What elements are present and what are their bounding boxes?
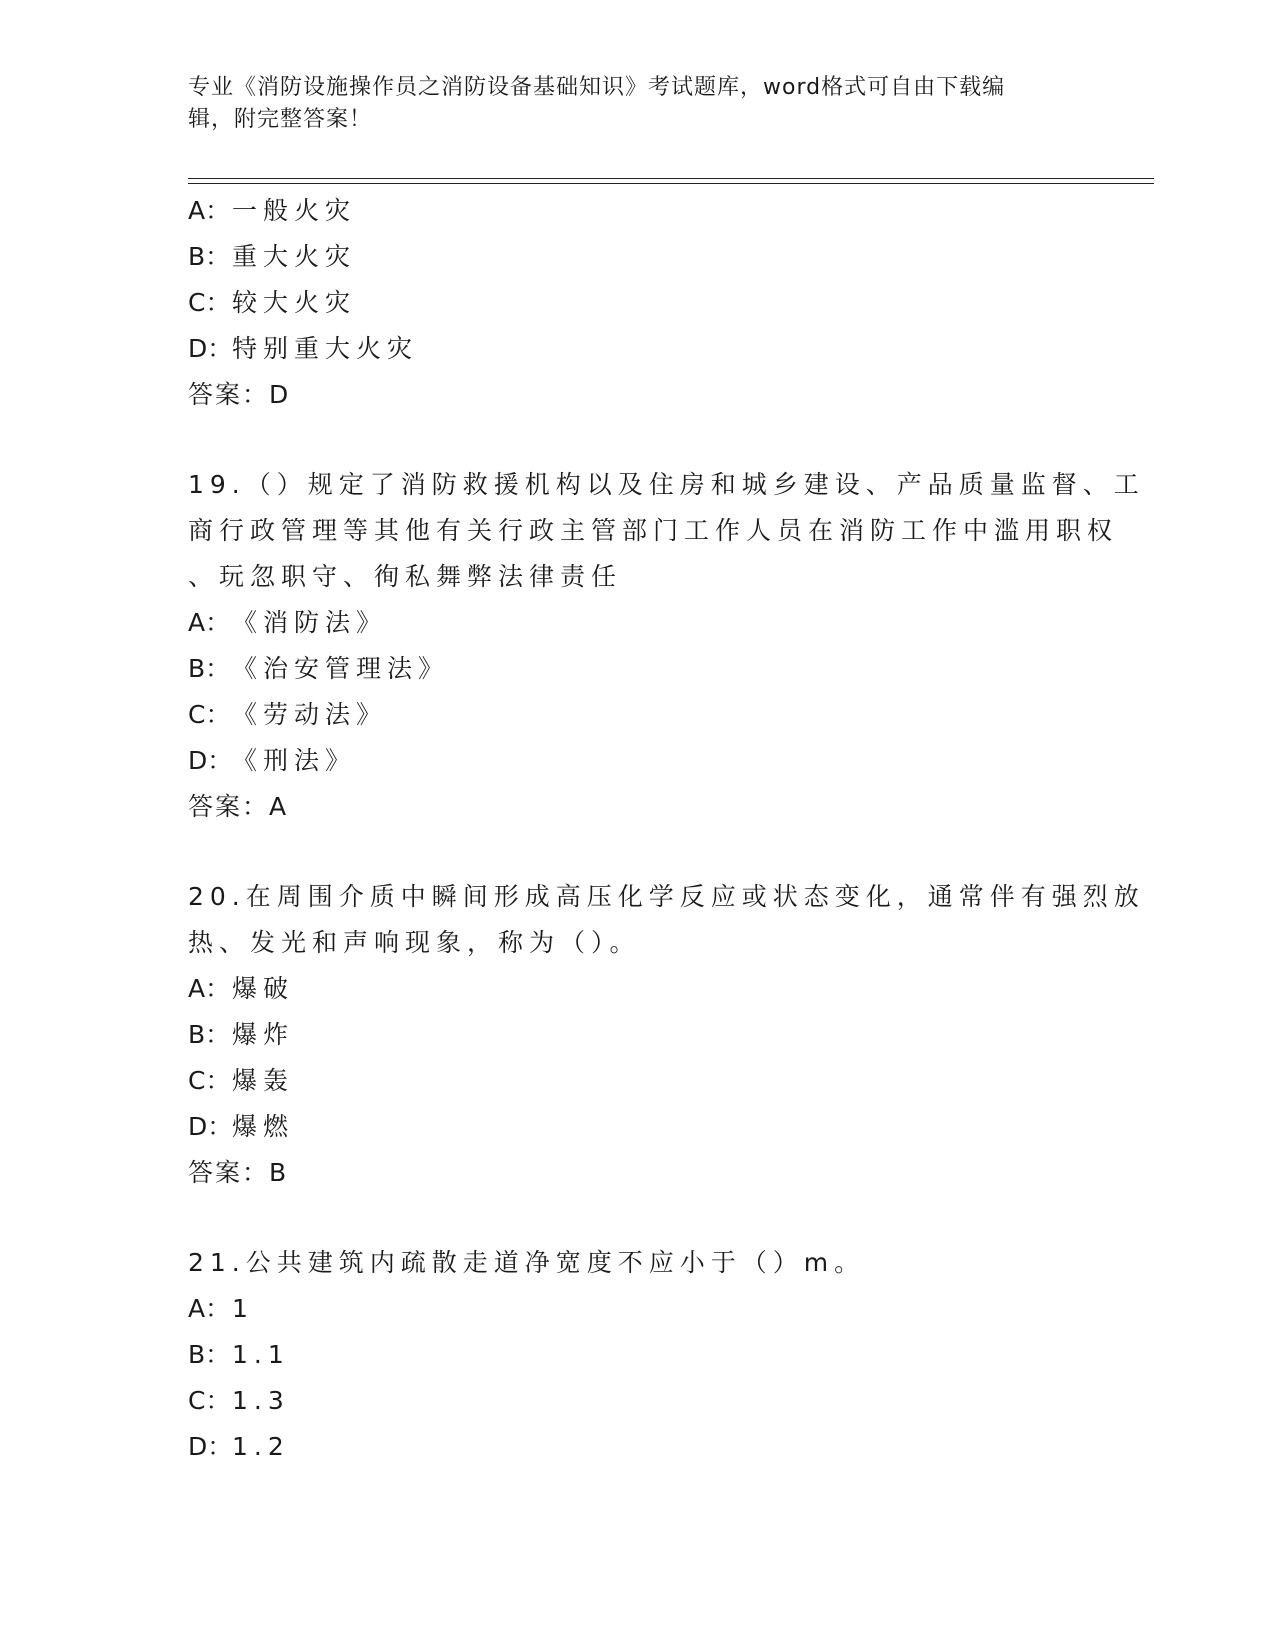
option-d bbox=[188, 1104, 1088, 1150]
spacer bbox=[188, 830, 1088, 874]
option-key: B： bbox=[188, 1020, 231, 1049]
option-key: B： bbox=[188, 242, 231, 271]
option-text: 一般火灾 bbox=[232, 196, 357, 225]
option-key: B： bbox=[188, 654, 231, 683]
option-b bbox=[188, 234, 1088, 280]
option-text: 爆炸 bbox=[232, 1020, 295, 1049]
option-b bbox=[188, 646, 1088, 692]
stem-line: 商行政管理等其他有关行政主管部门工作人员在消防工作中滥用职权 bbox=[188, 516, 1119, 545]
option-c bbox=[188, 1058, 1088, 1104]
option-d bbox=[188, 738, 1088, 784]
answer-line: 答案：D bbox=[188, 380, 291, 409]
option-text: 1 bbox=[232, 1294, 254, 1323]
option-text: 《治安管理法》 bbox=[232, 654, 450, 683]
header-divider-top bbox=[188, 178, 1154, 179]
stem-line: 21.公共建筑内疏散走道净宽度不应小于（）m。 bbox=[188, 1248, 866, 1277]
answer-line: 答案：A bbox=[188, 792, 289, 821]
option-c bbox=[188, 280, 1088, 326]
answer-line: 答案：B bbox=[188, 1158, 289, 1187]
option-key: C： bbox=[188, 288, 231, 317]
option-key: D： bbox=[188, 1432, 233, 1461]
question-stem bbox=[188, 462, 1145, 600]
option-text: 特别重大火灾 bbox=[232, 334, 419, 363]
question-19 bbox=[188, 462, 1145, 830]
option-text: 爆轰 bbox=[232, 1066, 295, 1095]
option-text: 《刑法》 bbox=[232, 746, 357, 775]
option-text: 1.1 bbox=[232, 1340, 290, 1369]
option-key: C： bbox=[188, 700, 231, 729]
spacer bbox=[188, 1196, 1088, 1240]
stem-line: 19.（）规定了消防救援机构以及住房和城乡建设、产品质量监督、工 bbox=[188, 470, 1145, 499]
spacer bbox=[188, 418, 1088, 462]
option-key: B： bbox=[188, 1340, 231, 1369]
header-divider-bottom bbox=[188, 183, 1154, 184]
option-a bbox=[188, 600, 1088, 646]
option-a bbox=[188, 1286, 1088, 1332]
option-text: 重大火灾 bbox=[232, 242, 357, 271]
option-text: 爆破 bbox=[232, 974, 295, 1003]
stem-line: 20.在周围介质中瞬间形成高压化学反应或状态变化，通常伴有强烈放 bbox=[188, 882, 1145, 911]
document-header bbox=[188, 72, 1068, 136]
question-list bbox=[188, 188, 1145, 1470]
option-a bbox=[188, 966, 1088, 1012]
question-stem bbox=[188, 1240, 1088, 1286]
question-18 bbox=[188, 188, 1088, 418]
option-text: 《消防法》 bbox=[232, 608, 388, 637]
option-text: 《劳动法》 bbox=[232, 700, 388, 729]
option-key: C： bbox=[188, 1066, 231, 1095]
header-line-2: 辑，附完整答案！ bbox=[188, 107, 373, 132]
option-b bbox=[188, 1332, 1088, 1378]
option-text: 1.3 bbox=[232, 1386, 290, 1415]
stem-line: 、玩忽职守、徇私舞弊法律责任 bbox=[188, 562, 623, 591]
option-key: D： bbox=[188, 746, 233, 775]
option-d bbox=[188, 326, 1088, 372]
stem-line: 热、发光和声响现象，称为（）。 bbox=[188, 928, 641, 957]
option-b bbox=[188, 1012, 1088, 1058]
option-key: D： bbox=[188, 1112, 233, 1141]
option-key: A： bbox=[188, 974, 231, 1003]
header-line-1: 专业《消防设施操作员之消防设备基础知识》考试题库，word格式可自由下载编 bbox=[188, 75, 1006, 100]
option-text: 较大火灾 bbox=[232, 288, 357, 317]
question-21 bbox=[188, 1240, 1088, 1470]
option-a bbox=[188, 188, 1088, 234]
option-c bbox=[188, 1378, 1088, 1424]
option-text: 1.2 bbox=[232, 1432, 290, 1461]
question-stem bbox=[188, 874, 1145, 966]
option-d bbox=[188, 1424, 1088, 1470]
option-key: A： bbox=[188, 196, 231, 225]
option-key: A： bbox=[188, 1294, 231, 1323]
option-key: A： bbox=[188, 608, 231, 637]
option-c bbox=[188, 692, 1088, 738]
option-key: D： bbox=[188, 334, 233, 363]
question-20 bbox=[188, 874, 1145, 1196]
option-key: C： bbox=[188, 1386, 231, 1415]
option-text: 爆燃 bbox=[232, 1112, 295, 1141]
